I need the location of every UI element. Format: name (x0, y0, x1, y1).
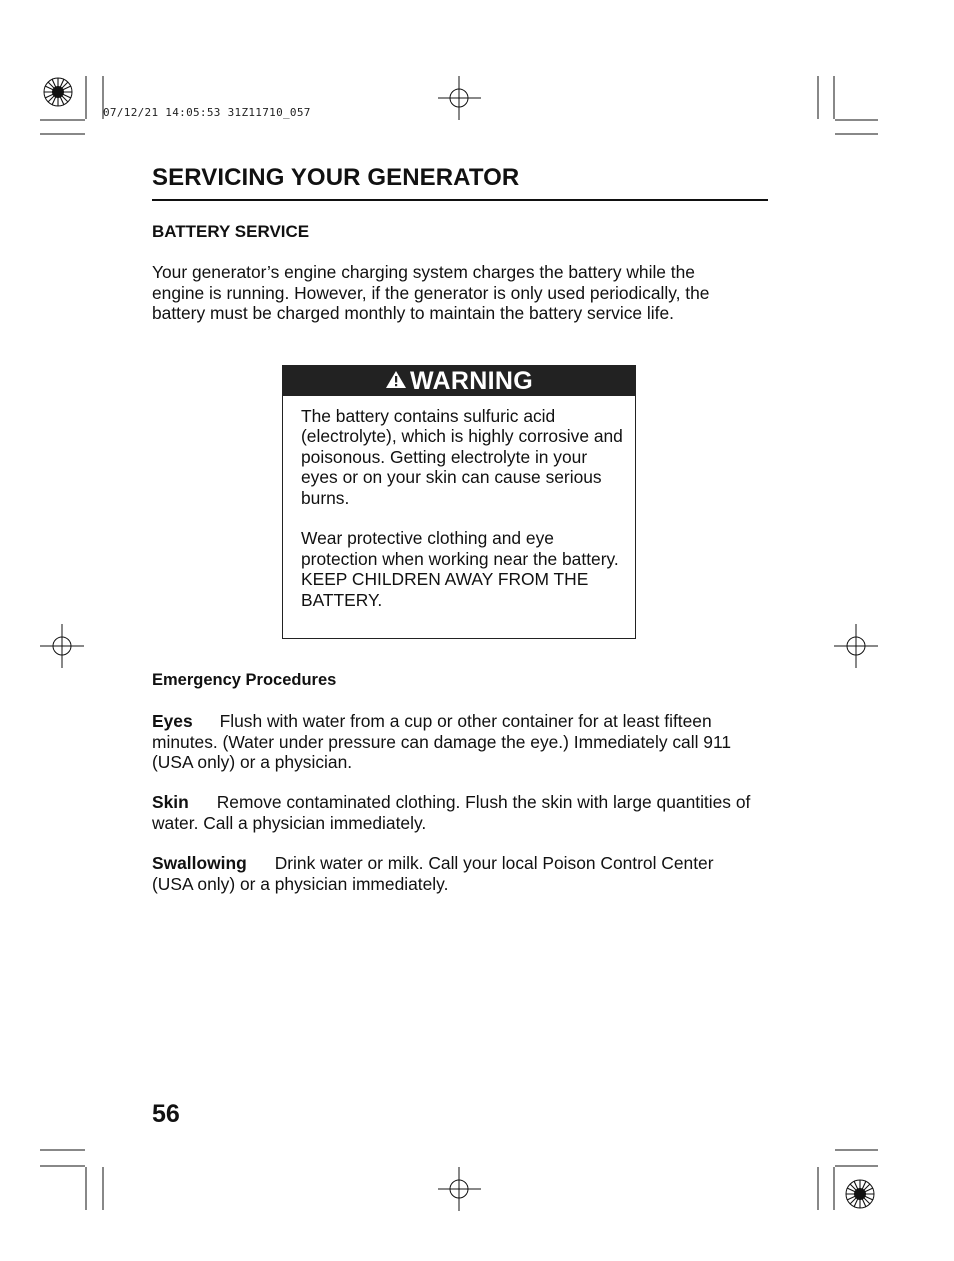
procedure-item (152, 792, 752, 833)
warning-triangle-icon (385, 370, 407, 389)
warning-paragraph: KEEP CHILDREN AWAY FROM THE BATTERY. (301, 569, 589, 610)
procedure-text: Drink water or milk. Call your local Poison Control Center (USA only) or a physician immediately. (152, 853, 714, 894)
warning-paragraph: Wear protective clothing and eye protection when working near the battery. (301, 528, 619, 569)
emergency-title: Emergency Procedures (152, 671, 337, 689)
registration-target-icon (44, 78, 72, 106)
registration-target-icon (846, 1180, 874, 1208)
procedure-item (152, 853, 752, 894)
page-number: 56 (152, 1100, 180, 1128)
warning-body (301, 406, 626, 610)
intro-paragraph: Your generator’s engine charging system charges the battery while the engine is running. However, if the generator is only used periodically, the battery must be charged monthly to maintain the battery service life. (152, 262, 710, 323)
print-stamp: 07/12/21 14:05:53 31Z11710_057 (103, 106, 311, 119)
procedure-text: Remove contaminated clothing. Flush the skin with large quantities of water. Call a physician immediately. (152, 792, 751, 833)
warning-box (282, 365, 636, 639)
procedure-label: Skin (152, 792, 189, 812)
section-title: SERVICING YOUR GENERATOR (152, 164, 520, 191)
procedure-text: Flush with water from a cup or other container for at least fifteen minutes. (Water under pressure can damage the eye.) Immediately call 911 (USA only) or a physician. (152, 711, 731, 772)
crosshair-marks (40, 76, 878, 1211)
warning-paragraph: The battery contains sulfuric acid (electrolyte), which is highly corrosive and poisonous. Getting electrolyte in your eyes or on your skin can cause serious burns. (301, 406, 623, 508)
subsection-title: BATTERY SERVICE (152, 222, 310, 241)
procedure-item (152, 711, 752, 773)
title-rule (152, 199, 768, 201)
warning-heading: WARNING (410, 367, 533, 395)
procedure-label: Eyes (152, 711, 193, 731)
procedure-label: Swallowing (152, 853, 247, 873)
warning-header (283, 366, 635, 396)
